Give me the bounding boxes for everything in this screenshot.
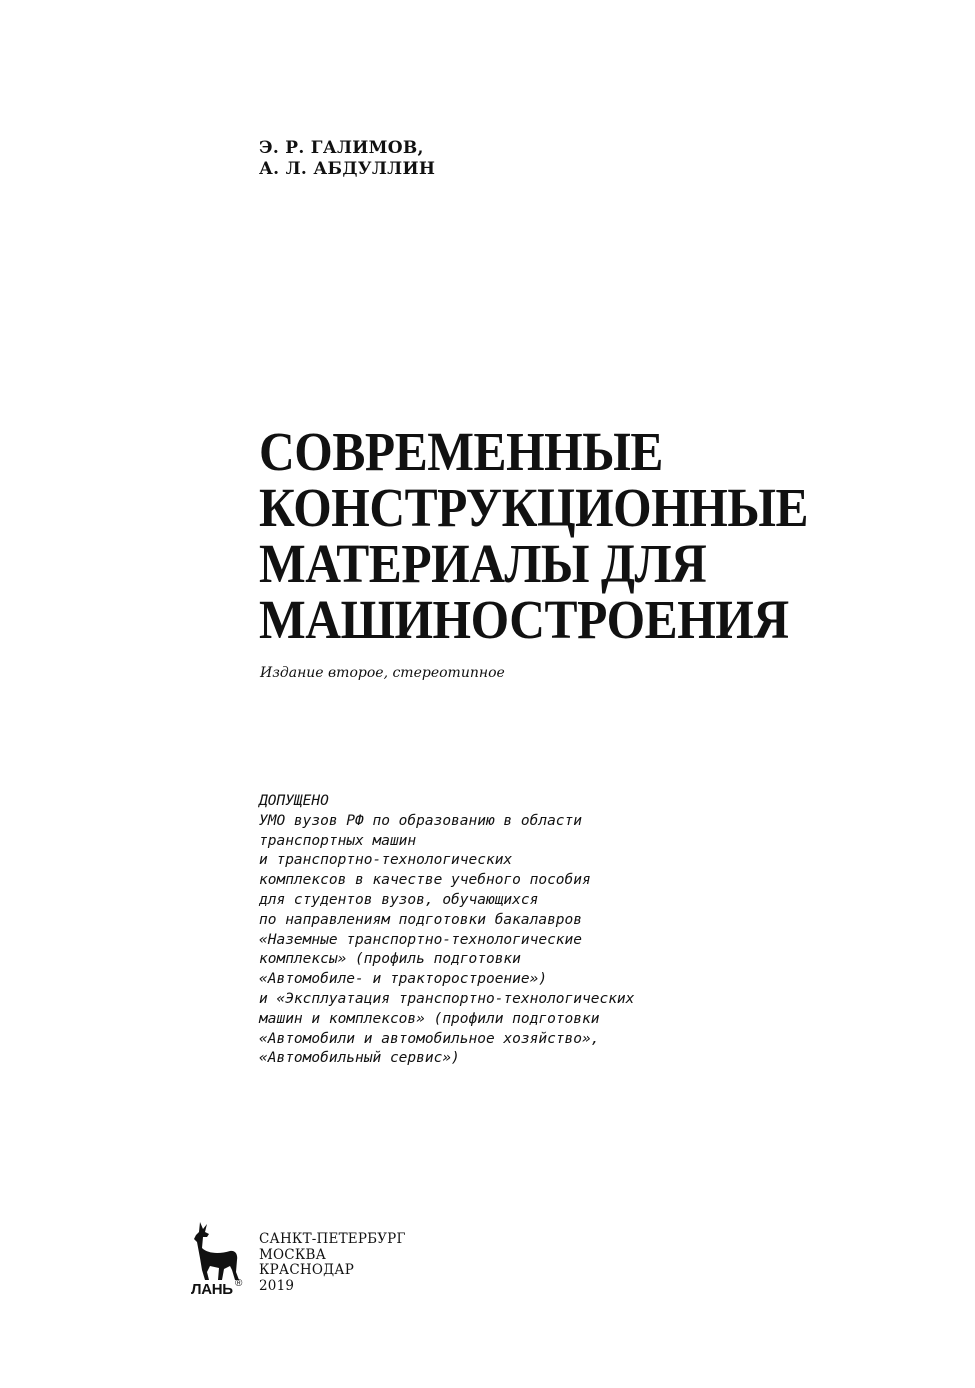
approval-line: «Автомобиле- и тракторостроение») (259, 971, 548, 988)
approval-line: «Наземные транспортно-технологические (259, 931, 583, 948)
approval-line: «Автомобильный сервис») (259, 1050, 460, 1067)
authors (259, 138, 435, 180)
deer-icon (186, 1220, 248, 1300)
approval-line: машин и комплексов» (профили подготовки (259, 1010, 600, 1027)
book-title (259, 421, 809, 650)
author-1: Э. Р. ГАЛИМОВ, (259, 138, 424, 158)
approval-line: и «Эксплуатация транспортно-технологических (259, 990, 635, 1007)
approval-line: для студентов вузов, обучающихся (259, 891, 539, 908)
publication-year: 2019 (259, 1277, 295, 1294)
approval-block (259, 792, 634, 1069)
edition-note: Издание второе, стереотипное (260, 665, 505, 681)
approval-heading: ДОПУЩЕНО (259, 793, 329, 809)
author-2: А. Л. АБДУЛЛИН (259, 159, 436, 179)
registered-mark: ® (235, 1278, 243, 1289)
approval-line: комплексов в качестве учебного пособия (259, 872, 591, 889)
publisher-logo (186, 1220, 248, 1300)
approval-line: по направлениям подготовки бакалавров (259, 911, 583, 928)
title-line: МАШИНОСТРОЕНИЯ (259, 589, 789, 650)
approval-line: «Автомобили и автомобильное хозяйство», (259, 1030, 600, 1047)
approval-line: комплексы» (профиль подготовки (259, 951, 521, 968)
title-line: СОВРЕМЕННЫЕ (259, 421, 663, 482)
approval-line: и транспортно-технологических (259, 852, 513, 869)
title-line: КОНСТРУКЦИОННЫЕ (259, 477, 809, 538)
imprint (259, 1232, 406, 1294)
approval-line: УМО вузов РФ по образованию в области (259, 812, 583, 829)
title-line: МАТЕРИАЛЫ ДЛЯ (259, 533, 707, 594)
logo-wordmark: ЛАНЬ (191, 1281, 233, 1298)
approval-line: транспортных машин (259, 832, 417, 849)
city: КРАСНОДАР (259, 1262, 355, 1278)
city: МОСКВА (259, 1246, 327, 1263)
city: САНКТ-ПЕТЕРБУРГ (259, 1231, 406, 1247)
